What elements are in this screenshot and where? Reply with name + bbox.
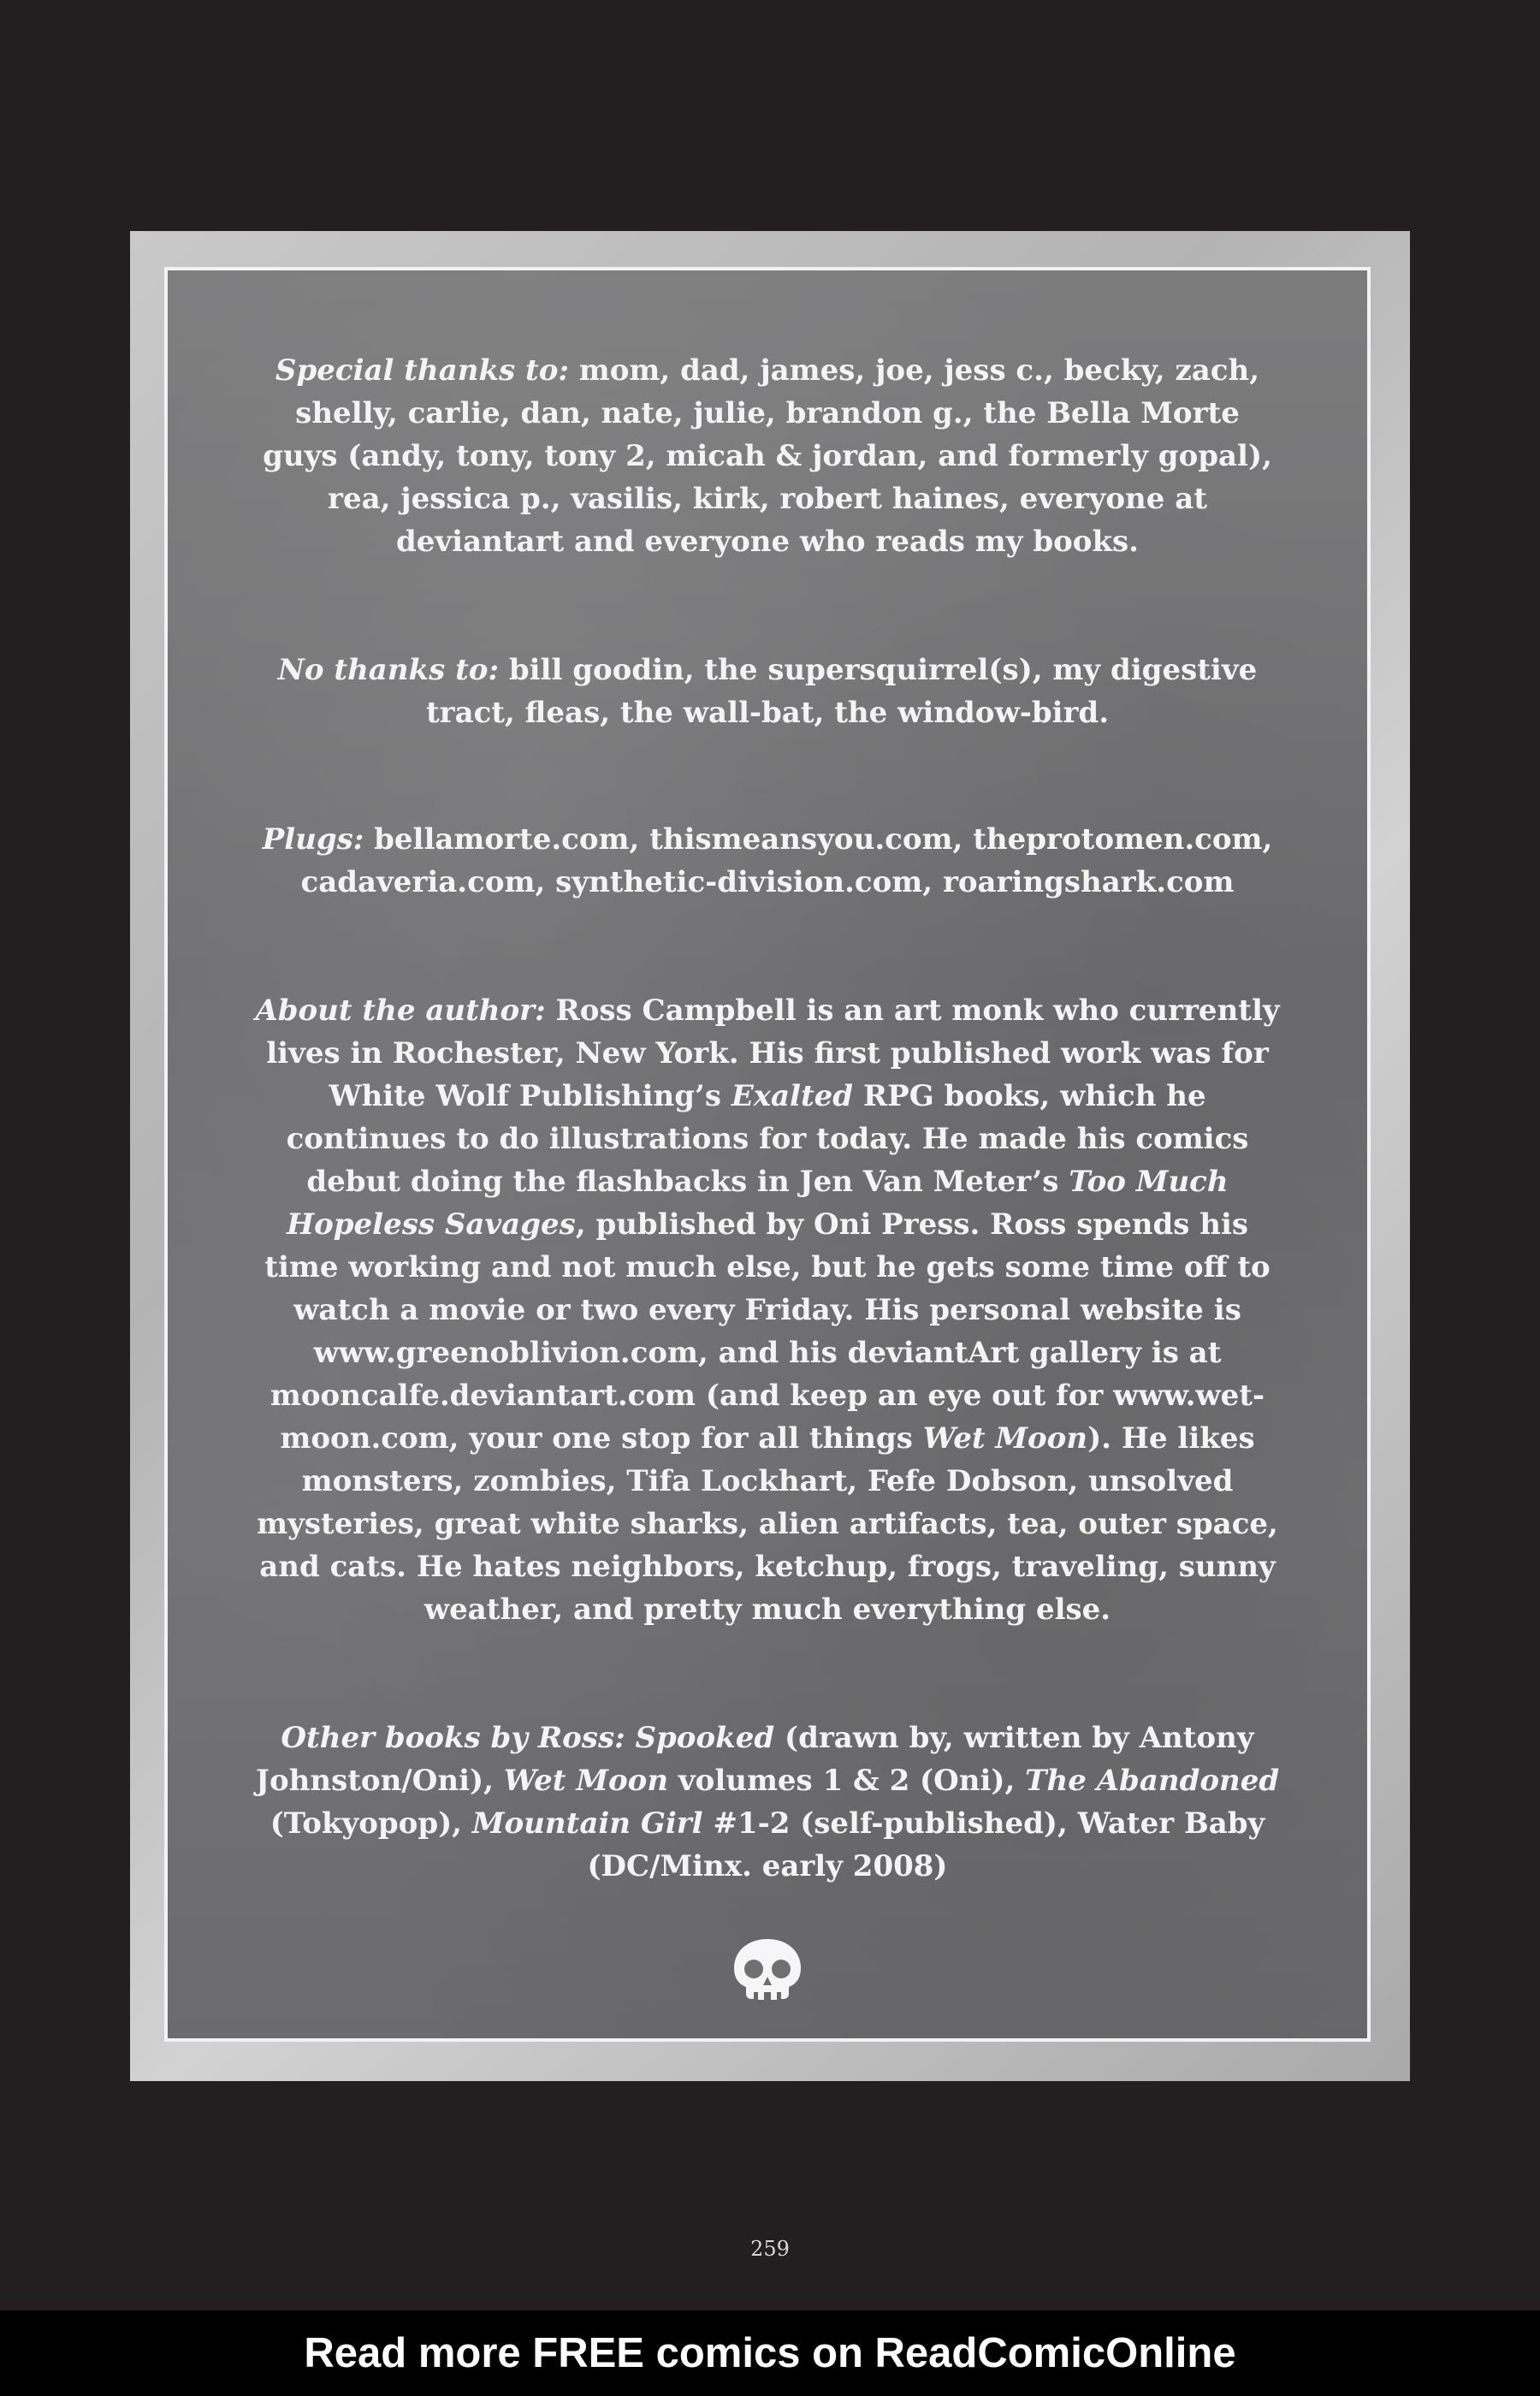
plugs-paragraph xyxy=(253,818,1282,904)
read-more-banner-link[interactable]: Read more FREE comics on ReadComicOnline xyxy=(0,2310,1540,2396)
about-author-text-1: Ross Campbell is an art monk who currently lives in Rochester, New York. His first published work was for White Wolf Publishing’s xyxy=(266,993,1280,1113)
skull-icon xyxy=(731,1937,804,2006)
wet-moon-title: Wet Moon xyxy=(922,1421,1088,1456)
special-thanks-text: mom, dad, james, joe, jess c., becky, zach, shelly, carlie, dan, nate, julie, brandon g., the Bella Morte guys (andy, tony, tony 2, micah & jordan, and formerly gopal), rea, jessica p., vasilis, kirk, robert haines, everyone at deviantart and everyone who reads my books. xyxy=(263,353,1272,559)
about-author-text-4: ). He likes monsters, zombies, Tifa Lockhart, Fefe Dobson, unsolved mysteries, great white sharks, alien artifacts, tea, outer space, and cats. He hates neighbors, ketchup, frogs, traveling, sunny weather, and pretty much everything else. xyxy=(257,1421,1278,1627)
about-author-paragraph xyxy=(253,989,1282,1631)
other-books-paragraph xyxy=(253,1717,1282,1888)
special-thanks-label: Special thanks to: xyxy=(275,353,569,388)
other-books-label: Other books by Ross: xyxy=(281,1721,636,1755)
credits-panel-frame xyxy=(130,231,1410,2081)
no-thanks-paragraph xyxy=(253,649,1282,734)
mountain-girl-title: Mountain Girl xyxy=(471,1806,703,1841)
the-abandoned-title: The Abandoned xyxy=(1025,1764,1280,1798)
about-author-text-2: RPG books, which he continues to do illustrations for today. He made his comics debut doing the flashbacks in Jen Van Meter’s xyxy=(286,1079,1249,1199)
about-author-label: About the author: xyxy=(255,993,546,1028)
plugs-text: bellamorte.com, thismeansyou.com, theprotomen.com, cadaveria.com, synthetic-division.com, roaringshark.com xyxy=(300,822,1273,899)
page-number: 259 xyxy=(750,2237,790,2261)
too-much-hopeless-savages-title: Too Much Hopeless Savages xyxy=(286,1165,1229,1242)
other-books-text-3: (Tokyopop), xyxy=(270,1806,472,1841)
spooked-title: Spooked xyxy=(635,1721,775,1755)
special-thanks-paragraph xyxy=(253,349,1282,563)
credits-text xyxy=(168,349,1367,1888)
wet-moon-book-title: Wet Moon xyxy=(503,1764,669,1798)
plugs-label: Plugs: xyxy=(262,822,364,857)
other-books-text-2: volumes 1 & 2 (Oni), xyxy=(668,1764,1026,1798)
no-thanks-label: No thanks to: xyxy=(277,653,500,687)
about-author-text-3: , published by Oni Press. Ross spends his time working and not much else, but he gets some time off to watch a movie or two every Friday. His personal website is www.greenoblivion.com, and his deviantArt gallery is at mooncalfe.deviantart.com (and keep an eye out for www.wet-moon.com, your one stop for all things xyxy=(264,1207,1270,1456)
credits-panel xyxy=(164,267,1371,2042)
other-books-text-4: #1-2 (self-published), Water Baby (DC/Minx. early 2008) xyxy=(587,1806,1265,1883)
exalted-title: Exalted xyxy=(731,1079,854,1113)
no-thanks-text: bill goodin, the supersquirrel(s), my digestive tract, fleas, the wall-bat, the window-bird. xyxy=(425,653,1258,730)
other-books-text-1: (drawn by, written by Antony Johnston/Oni), xyxy=(255,1721,1254,1798)
